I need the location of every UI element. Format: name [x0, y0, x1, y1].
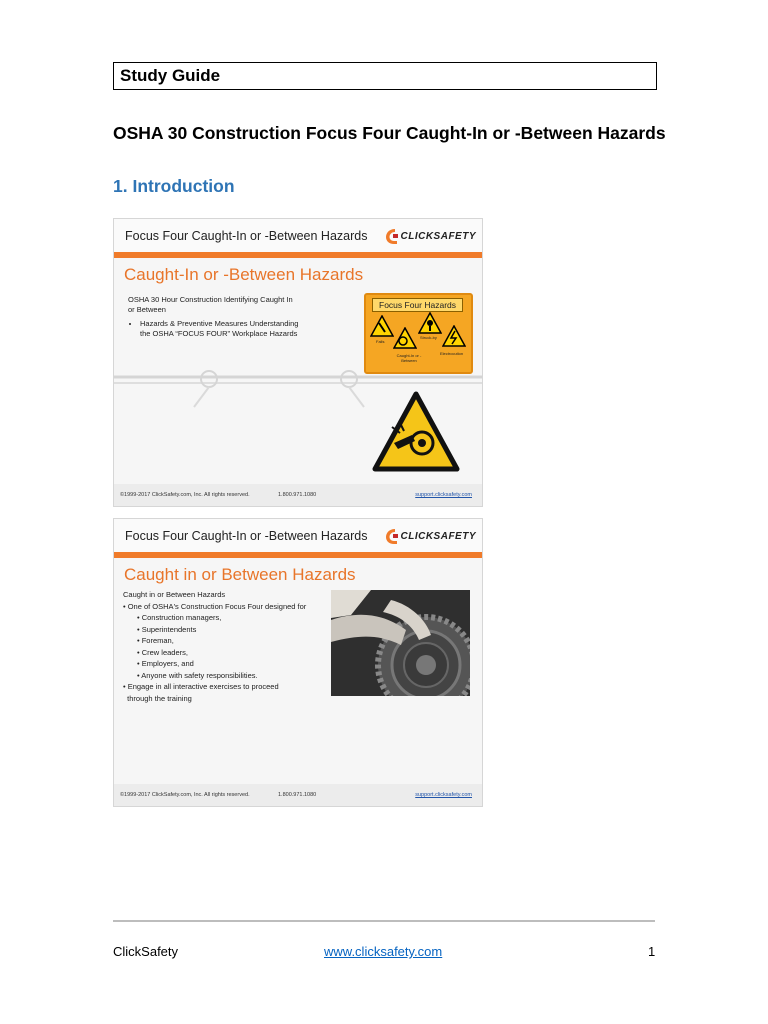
- slide-footer: [114, 784, 482, 806]
- slide-header-title: Focus Four Caught-In or -Between Hazards: [125, 229, 368, 243]
- slide-footer: [114, 484, 482, 506]
- bullet-item: • Engage in all interactive exercises to proceed: [123, 682, 279, 691]
- slide-thumbnail-2: [113, 518, 483, 807]
- slide-phone: 1.800.971.1080: [278, 492, 317, 498]
- body-line: or Between: [128, 305, 166, 314]
- logo-text: CLICKSAFETY: [400, 530, 476, 542]
- slide-body: [128, 295, 298, 339]
- section-heading: 1. Introduction: [113, 176, 235, 196]
- electrocution-warning-icon: [442, 325, 466, 347]
- footer-website-link[interactable]: www.clicksafety.com: [324, 944, 443, 959]
- document-title: OSHA 30 Construction Focus Four Caught-In or -Between Hazards: [113, 123, 666, 143]
- panel-label: Caught-In or -Between: [396, 353, 422, 363]
- panel-label: Struck-by: [420, 335, 437, 340]
- sub-bullet-item: • Construction managers,: [137, 613, 222, 622]
- bullet-line: the OSHA “FOCUS FOUR” Workplace Hazards: [140, 329, 298, 338]
- bullet-item: • One of OSHA's Construction Focus Four designed for: [123, 601, 307, 611]
- focus-four-hazards-panel: [364, 293, 473, 374]
- slide-copyright: ©1999-2017 ClickSafety.com, Inc. All rights reserved.: [120, 492, 250, 498]
- struck-by-warning-icon: [418, 312, 442, 334]
- study-guide-label: Study Guide: [120, 66, 221, 85]
- slide-heading: Caught-In or -Between Hazards: [124, 265, 364, 284]
- slide-support-link[interactable]: support.clicksafety.com: [415, 492, 472, 498]
- bullet-list: [128, 319, 298, 339]
- sub-bullet-item: • Anyone with safety responsibilities.: [137, 670, 258, 680]
- body-line: OSHA 30 Hour Construction Identifying Caught In: [128, 295, 293, 304]
- caught-in-hazard-sign-icon: [372, 391, 460, 473]
- slide-support-link[interactable]: support.clicksafety.com: [415, 792, 472, 798]
- sub-bullet-item: • Superintendents: [137, 624, 197, 634]
- slide-accent-rule: [114, 552, 482, 558]
- footer-company-name: ClickSafety: [113, 944, 179, 959]
- bullet-item: [140, 319, 298, 339]
- slide-header-title: Focus Four Caught-In or -Between Hazards: [125, 529, 368, 543]
- panel-title: Focus Four Hazards: [372, 298, 463, 312]
- gear-illustration: [331, 590, 470, 696]
- footer-divider: [113, 920, 655, 922]
- logo-text: CLICKSAFETY: [400, 230, 476, 242]
- slide-phone: 1.800.971.1080: [278, 792, 317, 798]
- falls-warning-icon: [370, 315, 394, 337]
- panel-label: Falls: [376, 339, 385, 344]
- bullet-item-continuation: through the training: [123, 693, 192, 703]
- logo-mark-icon: [385, 527, 399, 545]
- gear-hand-photo: [331, 590, 470, 696]
- slide-copyright: ©1999-2017 ClickSafety.com, Inc. All rights reserved.: [120, 792, 250, 798]
- logo-mark-icon: [385, 227, 399, 245]
- study-guide-header-box: [113, 62, 657, 90]
- caught-in-warning-icon: [393, 327, 417, 349]
- slide-header: [114, 219, 482, 252]
- sub-bullet-item: • Crew leaders,: [137, 647, 188, 657]
- clicksafety-logo: [385, 525, 477, 547]
- slide-thumbnail-1: [113, 218, 483, 507]
- page-number: 1: [648, 944, 656, 959]
- bullet-line: Hazards & Preventive Measures Understanding: [140, 319, 299, 328]
- panel-label: Electrocution: [440, 351, 464, 356]
- clicksafety-logo: [385, 225, 477, 247]
- slide-header: [114, 519, 482, 552]
- sub-bullet-item: • Employers, and: [137, 659, 194, 668]
- slide-accent-rule: [114, 252, 482, 258]
- sub-bullet-item: • Foreman,: [137, 636, 174, 645]
- slide-heading: Caught in or Between Hazards: [124, 565, 356, 584]
- body-line: Caught in or Between Hazards: [123, 590, 226, 599]
- slide-body: [123, 589, 333, 704]
